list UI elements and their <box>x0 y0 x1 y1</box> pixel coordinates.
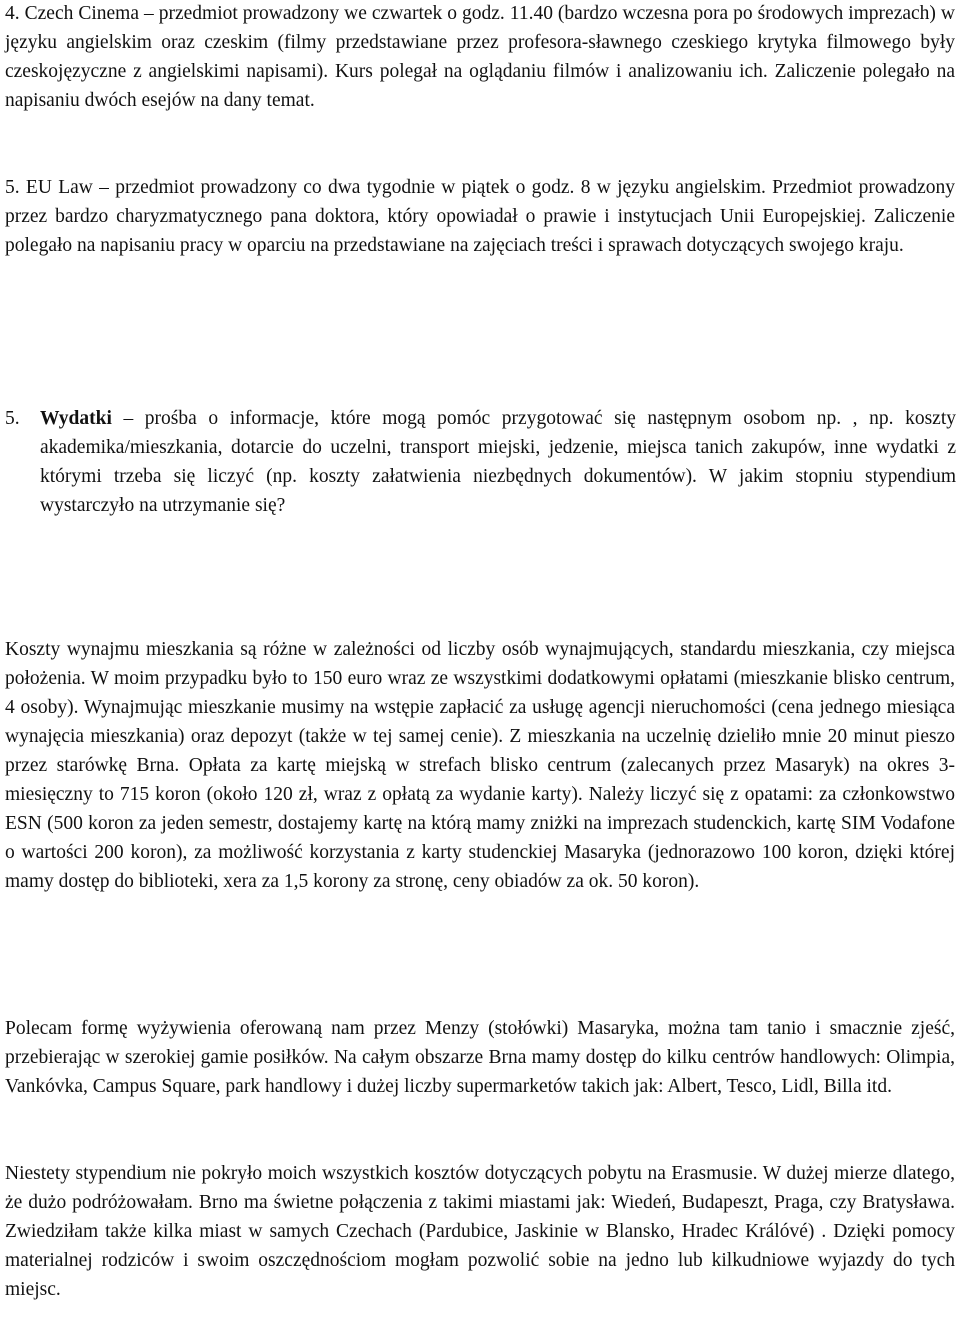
section-expenses <box>40 404 956 520</box>
list-item-number: 4. <box>5 3 20 24</box>
paragraph-housing-costs: Koszty wynajmu mieszkania są różne w zależności od liczby osób wynajmujących, standardu mieszkania, czy miejsca położenia. W moim przypadku było to 150 euro wraz ze wszystkimi dodatkowymi opłatami (mieszkanie blisko centrum, 4 osoby). Wynajmując mieszkanie musimy na wstępie zapłacić za usługę agencji nieruchomości (cena jednego miesiąca wynajęcia mieszkania) oraz depozyt (także w tej samej cenie). Z mieszkania na uczelnię dzieliło mnie 20 minut pieszo przez starówkę Brna. Opłata za kartę miejską w strefach blisko centrum (zalecanych przez Masaryk) na okres 3-miesięczny to 715 koron (około 120 zł, wraz z opłatą za wydanie karty). Należy liczyć się z opatami: za członkowstwo ESN (500 koron za jeden semestr, dostajemy kartę na którą mamy zniżki na imprezach studenckich, kartę SIM Vodafone o wartości 200 koron), za możliwość korzystania z karty studenckiej Masaryka (jednorazowo 100 koron, dzięki której mamy dostęp do biblioteki, xera za 1,5 korony za stronę, ceny obiadów za ok. 50 koron). <box>5 639 955 892</box>
paragraph-travel: Niestety stypendium nie pokryło moich wszystkich kosztów dotyczących pobytu na Erasmusie. W dużej mierze dlatego, że dużo podróżowałam. Brno ma świetne połączenia z takimi miastami jak: Wiedeń, Budapeszt, Praga, czy Bratysława. Zwiedziłam także kilka miast w samych Czechach (Pardubice, Jaskinie w Blansko, Hradec Králóvé) . Dzięki pomocy materialnej rodziców i swoim oszczędnościom mogłam pozwolić sobie na jedno lub kilkudniowe wyjazdy do tych miejsc. <box>5 1163 955 1300</box>
list-item-text: EU Law – przedmiot prowadzony co dwa tygodnie w piątek o godz. 8 w języku angielskim. Przedmiot prowadzony przez bardzo charyzmatycznego pana doktora, który opowiadał o prawie i instytucjach Unii Europejskiej. Zaliczenie polegało na napisaniu pracy w oparciu na przedstawiane na zajęciach treści i sprawach dotyczących swojego kraju. <box>5 177 955 256</box>
section-number: 5. <box>5 408 20 429</box>
list-item-number: 5. <box>5 177 20 198</box>
list-item-eu-law <box>5 173 955 260</box>
list-item-czech-cinema <box>5 0 955 115</box>
paragraph-food: Polecam formę wyżywienia oferowaną nam przez Menzy (stołówki) Masaryka, można tam tanio i smacznie zjeść, przebierając w szerokiej gamie posiłków. Na całym obszarze Brna mamy dostęp do kilku centrów handlowych: Olimpia, Vankóvka, Campus Square, park handlowy i dużej liczby supermarketów takich jak: Albert, Tesco, Lidl, Billa itd. <box>5 1018 955 1097</box>
section-heading: Wydatki <box>40 408 112 429</box>
section-text: – prośba o informacje, które mogą pomóc przygotować się następnym osobom np. , np. koszty akademika/mieszkania, dotarcie do uczelni, transport miejski, jedzenie, miejsca tanich zakupów, inne wydatki z którymi trzeba się liczyć (np. koszty załatwienia niezbędnych dokumentów). W jakim stopniu stypendium wystarczyło na utrzymanie się? <box>40 408 956 516</box>
list-item-text: Czech Cinema – przedmiot prowadzony we czwartek o godz. 11.40 (bardzo wczesna pora po środowych imprezach) w języku angielskim oraz czeskim (filmy przedstawiane przez profesora-sławnego czeskiego krytyka filmowego były czeskojęzyczne z angielskimi napisami). Kurs polegał na oglądaniu filmów i analizowaniu ich. Zaliczenie polegało na napisaniu dwóch esejów na dany temat. <box>5 3 955 111</box>
